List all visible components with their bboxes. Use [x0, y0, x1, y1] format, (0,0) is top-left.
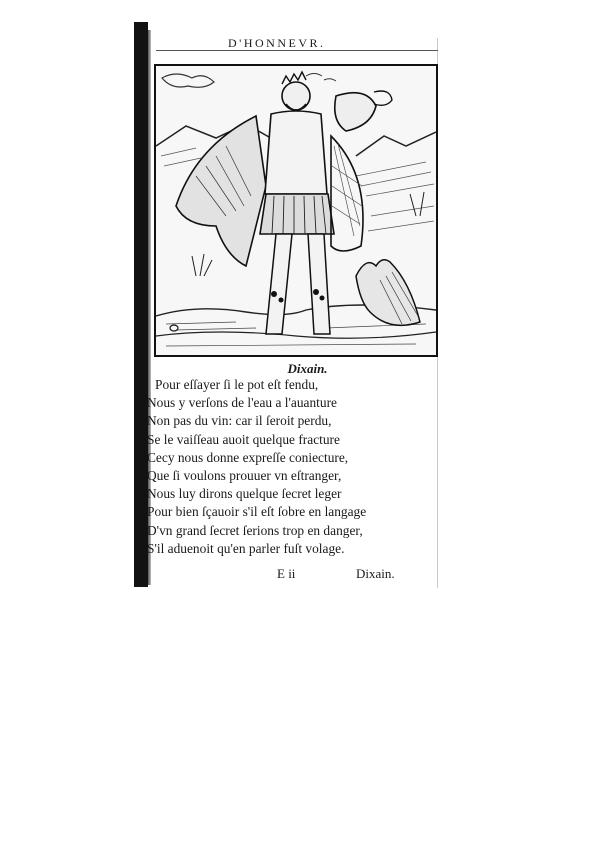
poem-verse — [147, 376, 437, 558]
book-spine-shadow — [134, 22, 148, 587]
head-rule — [156, 50, 438, 51]
verse-line: Cecy nous donne expreſſe coniecture, — [147, 449, 349, 465]
woodcut-illustration — [154, 64, 438, 357]
verse-line: Pour eſſayer ſi le pot eſt fendu, — [155, 377, 319, 392]
signature-mark: E ii — [277, 566, 296, 581]
verse-line: S'il aduenoit qu'en parler fuſt volage. — [147, 540, 345, 556]
catchword: Dixain. — [356, 566, 395, 581]
verse-line: D'vn grand ſecret ſerions trop en danger, — [147, 522, 363, 538]
verse-line: Que ſi voulons prouuer vn eſtranger, — [147, 468, 342, 484]
poem-title: Dixain. — [287, 361, 328, 376]
verse-line: Nous luy dirons quelque ſecret leger — [147, 486, 342, 502]
verse-line: Non pas du vin: car il ſeroit perdu, — [147, 413, 332, 429]
woodcut-figure-with-jug-and-eagle — [156, 66, 436, 355]
verse-line: Pour bien ſçauoir s'il eſt ſobre en langage — [147, 504, 367, 520]
verse-line: Se le vaiſſeau auoit quelque fracture — [147, 431, 340, 447]
verse-line: Nous y verſons de l'eau a l'auanture — [147, 395, 337, 411]
running-head: D'HONNEVR. — [228, 36, 326, 50]
